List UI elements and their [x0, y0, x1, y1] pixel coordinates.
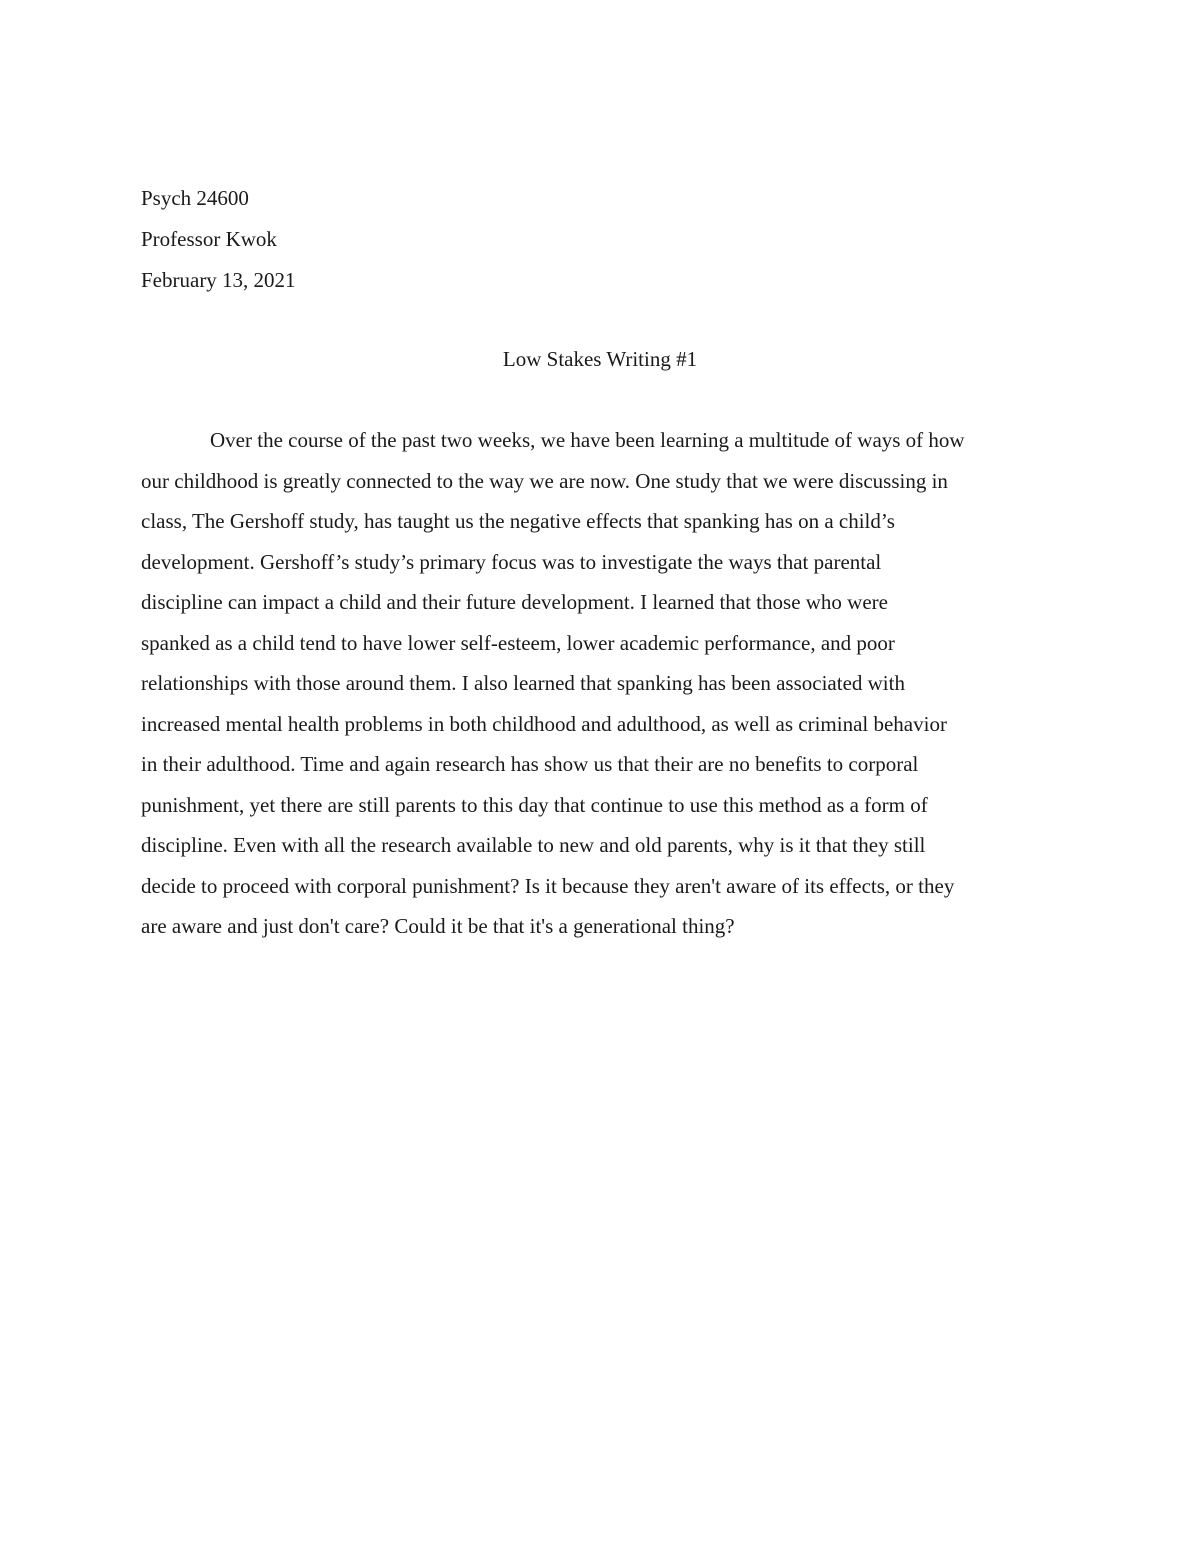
essay-body: [141, 420, 1061, 947]
body-line: spanked as a child tend to have lower self-esteem, lower academic performance, and poor: [141, 630, 895, 655]
body-line: punishment, yet there are still parents to this day that continue to use this method as a form of: [141, 792, 928, 817]
body-line: are aware and just don't care? Could it be that it's a generational thing?: [141, 914, 735, 938]
body-line: discipline can impact a child and their future development. I learned that those who were: [141, 590, 888, 614]
body-line: Over the course of the past two weeks, we have been learning a multitude of ways of how: [210, 428, 965, 452]
body-line: discipline. Even with all the research available to new and old parents, why is it that they still: [141, 833, 926, 857]
essay-title: Low Stakes Writing #1: [502, 347, 698, 371]
course-name: Psych 24600: [141, 186, 249, 210]
professor-name: Professor Kwok: [141, 227, 277, 251]
body-line: class, The Gershoff study, has taught us the negative effects that spanking has on a child’s: [141, 509, 895, 533]
header-block: [141, 178, 641, 301]
body-line: increased mental health problems in both childhood and adulthood, as well as criminal behavior: [141, 711, 947, 736]
body-line: relationships with those around them. I also learned that spanking has been associated with: [141, 671, 905, 695]
body-line: decide to proceed with corporal punishment? Is it because they aren't aware of its effects, or they: [141, 873, 955, 898]
document-date: February 13, 2021: [141, 268, 296, 292]
body-line: development. Gershoff’s study’s primary focus was to investigate the ways that parental: [141, 549, 882, 574]
body-line: our childhood is greatly connected to the way we are now. One study that we were discussing in: [141, 468, 948, 493]
body-line: in their adulthood. Time and again research has show us that their are no benefits to corporal: [141, 752, 919, 776]
